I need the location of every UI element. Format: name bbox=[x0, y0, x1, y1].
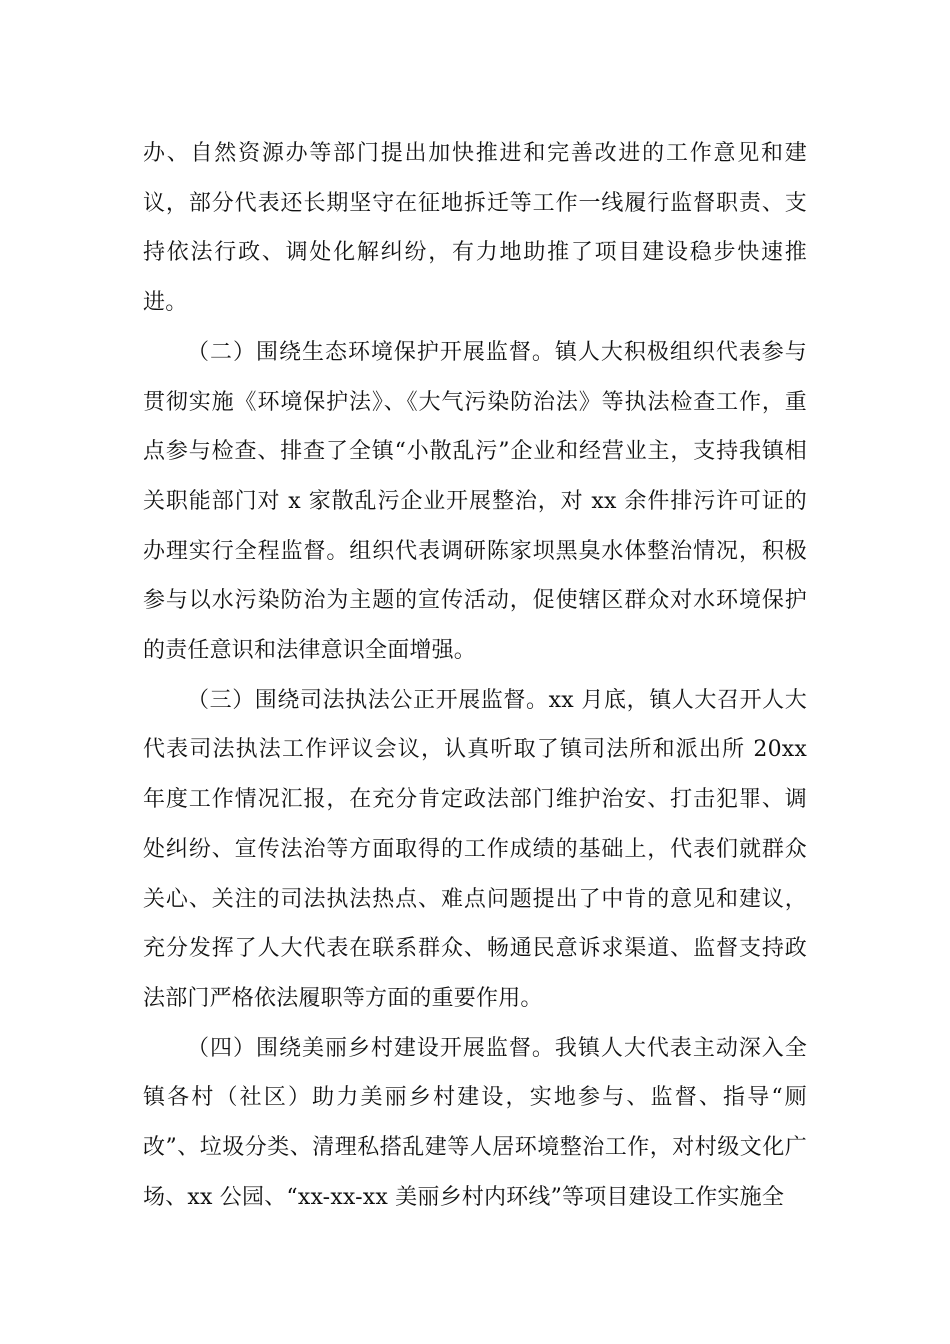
paragraph-judicial-enforcement: （三）围绕司法执法公正开展监督。xx 月底，镇人大召开人大代表司法执法工作评议会议，认真听取了镇司法所和派出所 20xx 年度工作情况汇报，在充分肯定政法部门维护治安、打击犯罪、调处纠纷、宣传法治等方面取得的工作成绩的基础上，代表们就群众关心、关注的司法执法热点、难点问题提出了中肯的意见和建议，充分发挥了人大代表在联系群众、畅通民意诉求渠道、监督支持政法部门严格依法履职等方面的重要作用。 bbox=[143, 687, 807, 1011]
document-body bbox=[143, 129, 807, 1222]
paragraph-continuation: 办、自然资源办等部门提出加快推进和完善改进的工作意见和建议，部分代表还长期坚守在征地拆迁等工作一线履行监督职责、支持依法行政、调处化解纠纷，有力地助推了项目建设稳步快速推进。 bbox=[143, 141, 807, 316]
paragraph-ecological-protection: （二）围绕生态环境保护开展监督。镇人大积极组织代表参与贯彻实施《环境保护法》、《大气污染防治法》等执法检查工作，重点参与检查、排查了全镇“小散乱污”企业和经营业主，支持我镇相关职能部门对 x 家散乱污企业开展整治，对 xx 余件排污许可证的办理实行全程监督。组织代表调研陈家坝黑臭水体整治情况，积极参与以水污染防治为主题的宣传活动，促使辖区群众对水环境保护的责任意识和法律意识全面增强。 bbox=[143, 339, 807, 664]
paragraph-beautiful-village: （四）围绕美丽乡村建设开展监督。我镇人大代表主动深入全镇各村（社区）助力美丽乡村建设，实地参与、监督、指导“厕改”、垃圾分类、清理私搭乱建等人居环境整治工作，对村级文化广场、xx 公园、“xx-xx-xx 美丽乡村内环线”等项目建设工作实施全 bbox=[143, 1035, 807, 1210]
